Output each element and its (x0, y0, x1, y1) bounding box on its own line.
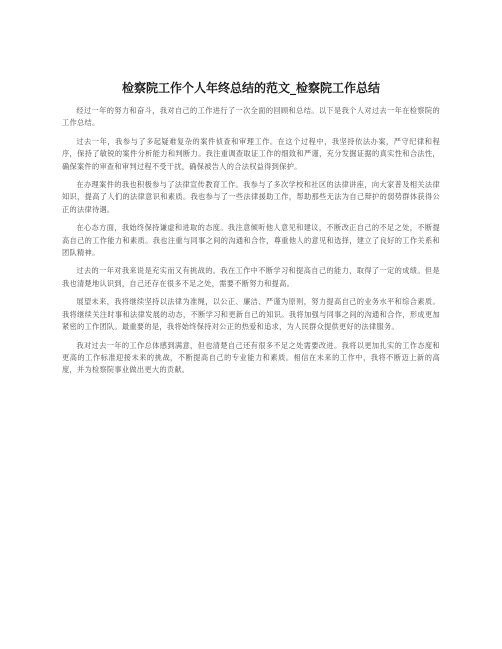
paragraph-reflection: 过去的一年对我来说是充实而又有挑战的。我在工作中不断学习和提高自己的能力，取得了一定的成绩。但是我也清楚地认识到，自己还存在很多不足之处，需要不断努力和提高。 (62, 266, 440, 288)
paragraph-outlook: 展望未来，我将继续坚持以法律为准绳，以公正、廉洁、严谨为原则，努力提高自己的业务水平和综合素质。我将继续关注时事和法律发展的动态，不断学习和更新自己的知识。我将加强与同事之间的沟通和合作，形成更加紧密的工作团队。最重要的是，我将始终保持对公正的热爱和追求，为人民群众提供更好的法律服务。 (62, 297, 440, 332)
paragraph-attitude: 在心态方面，我始终保持谦虚和进取的态度。我注意倾听他人意见和建议，不断改正自己的不足之处，不断提高自己的工作能力和素质。我也注重与同事之间的沟通和合作，尊重他人的意见和选择，建立了良好的工作关系和团队精神。 (62, 223, 440, 258)
paragraph-legal-education: 在办理案件的我也积极参与了法律宣传教育工作。我参与了多次学校和社区的法律讲座，向大家普及相关法律知识，提高了人们的法律意识和素质。我也参与了一些法律援助工作，帮助那些无法为自己辩护的弱势群体获得公正的法律待遇。 (62, 180, 440, 214)
paragraph-conclusion: 我对过去一年的工作总体感到满意，但也清楚自己还有很多不足之处需要改进。我将以更加扎实的工作态度和更高的工作标准迎接未来的挑战，不断提高自己的专业能力和素质。相信在未来的工作中，我将不断迈上新的高度，并为检察院事业做出更大的贡献。 (62, 340, 440, 375)
paragraph-casework: 过去一年，我参与了多起疑难复杂的案件侦查和审理工作。在这个过程中，我坚持依法办案，严守纪律和程序，保持了敏锐的案件分析能力和判断力。我注重调查取证工作的细致和严谨，充分发掘证据的真实性和合法性，确保案件的审查和审判过程不受干扰，确保被告人的合法权益得到保护。 (62, 136, 440, 171)
document-title: 检察院工作个人年终总结的范文_检察院工作总结 (121, 81, 380, 95)
paragraph-intro: 经过一年的努力和奋斗，我对自己的工作进行了一次全面的回顾和总结。以下是我个人对过去一年在检察院的工作总结。 (62, 106, 440, 128)
